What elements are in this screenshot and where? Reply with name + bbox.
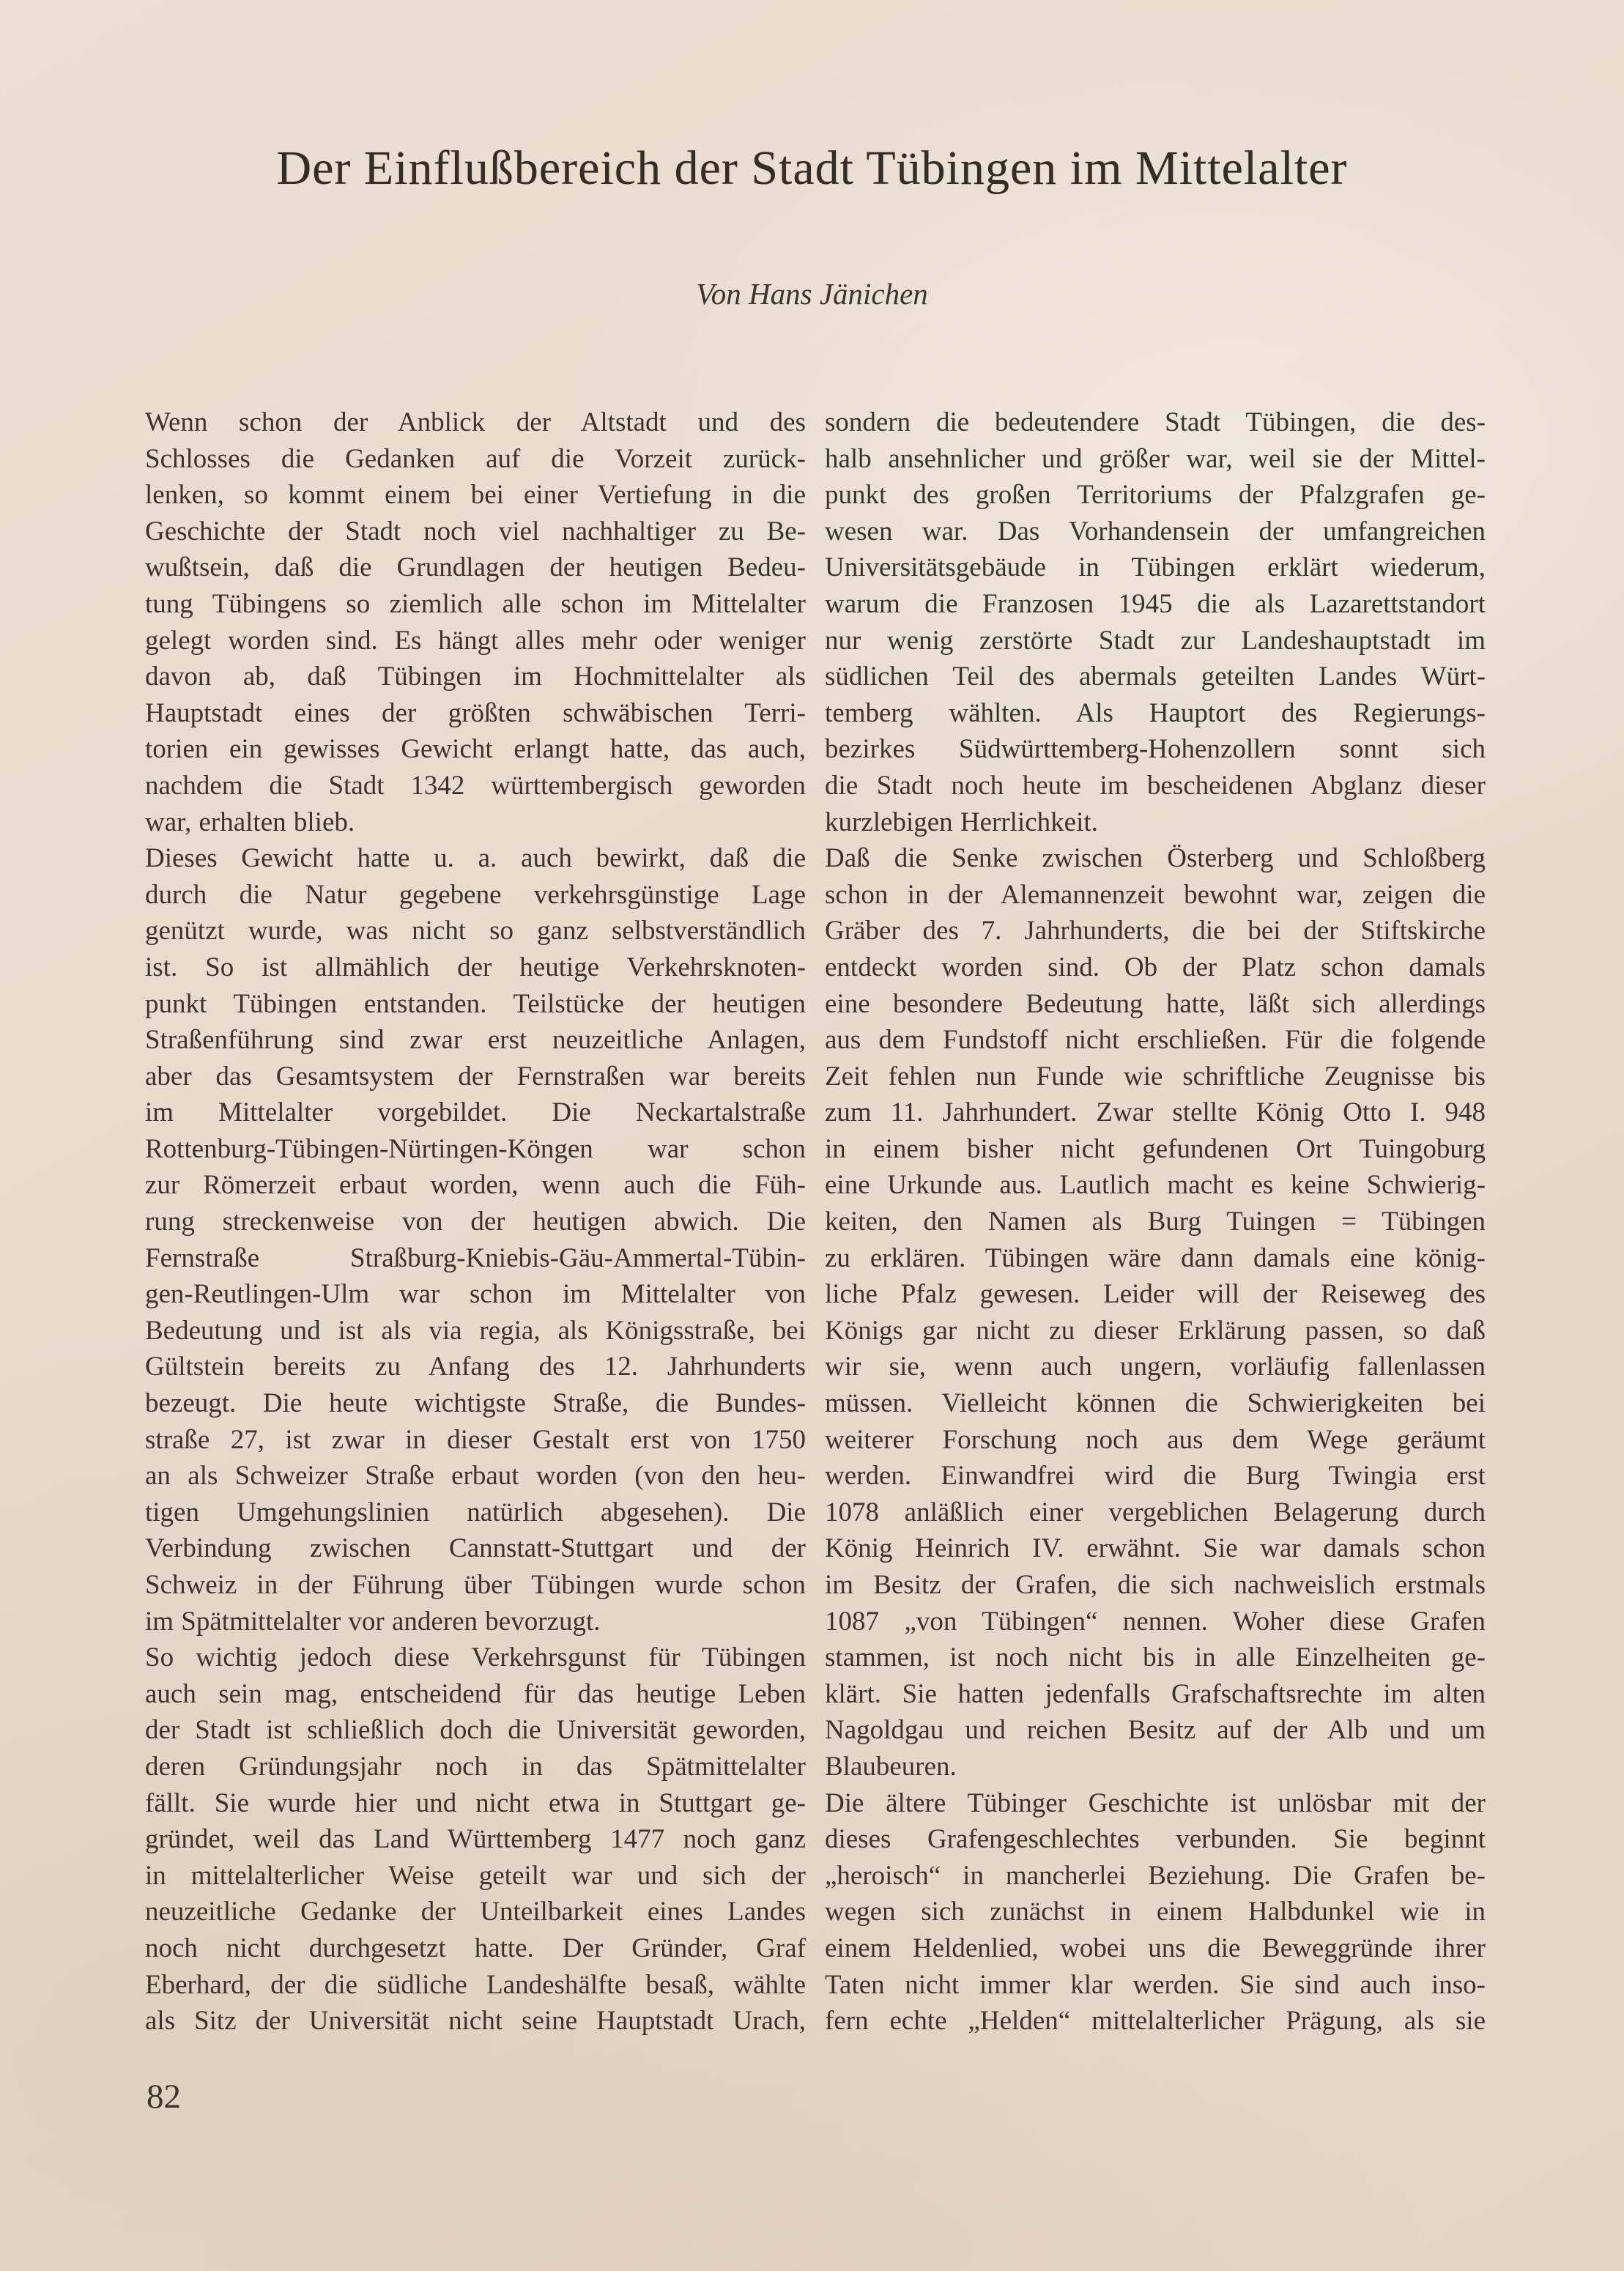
text-line: bezeugt. Die heute wichtigste Straße, die Bundes- [145, 1388, 806, 1419]
text-line: lenken, so kommt einem bei einer Vertiefung in die [145, 480, 806, 511]
text-line: als Sitz der Universität nicht seine Hauptstadt Urach, [145, 2006, 806, 2037]
text-line: schon in der Alemannenzeit bewohnt war, zeigen die [825, 879, 1486, 910]
text-line: kurzlebigen Herrlichkeit. [825, 807, 1098, 837]
text-line: Wenn schon der Anblick der Altstadt und des [145, 407, 806, 437]
text-line: zu erklären. Tübingen wäre dann damals eine könig- [825, 1242, 1486, 1273]
left-column [145, 404, 806, 2040]
text-line: temberg wählten. Als Hauptort des Regierungs- [825, 697, 1486, 728]
text-line: Rottenburg-Tübingen-Nürtingen-Köngen war schon [145, 1133, 806, 1164]
text-line: So wichtig jedoch diese Verkehrsgunst für Tübingen [145, 1642, 806, 1673]
text-line: zum 11. Jahrhundert. Zwar stellte König Otto I. 948 [825, 1097, 1486, 1128]
text-line: müssen. Vielleicht können die Schwierigkeiten bei [825, 1388, 1486, 1419]
text-line: 1078 anläßlich einer vergeblichen Belagerung durch [825, 1497, 1486, 1527]
text-line: war, erhalten blieb. [145, 807, 355, 837]
text-line: Straßenführung sind zwar erst neuzeitliche Anlagen, [145, 1025, 806, 1056]
text-line: Daß die Senke zwischen Österberg und Schloßberg [825, 843, 1486, 874]
text-line: davon ab, daß Tübingen im Hochmittelalter als [145, 662, 806, 692]
text-line: im Spätmittelalter vor anderen bevorzugt. [145, 1606, 601, 1637]
text-line: durch die Natur gegebene verkehrsgünstige Lage [145, 879, 806, 910]
text-line: ist. So ist allmählich der heutige Verkehrsknoten- [145, 952, 806, 982]
text-line: klärt. Sie hatten jedenfalls Grafschaftsrechte im alten [825, 1678, 1486, 1709]
text-line: rung streckenweise von der heutigen abwich. Die [145, 1207, 806, 1237]
text-line: torien ein gewisses Gewicht erlangt hatte, das auch, [145, 734, 806, 765]
article-title: Der Einflußbereich der Stadt Tübingen im Mittelalter [276, 141, 1348, 195]
text-line: Nagoldgau und reichen Besitz auf der Alb und um [825, 1715, 1486, 1746]
page-number: 82 [147, 2078, 181, 2116]
text-line: Blaubeuren. [825, 1751, 957, 1782]
text-line: gen-Reutlingen-Ulm war schon im Mittelalter von [145, 1279, 806, 1310]
text-line: nachdem die Stadt 1342 württembergisch geworden [145, 770, 806, 801]
text-line: Die ältere Tübinger Geschichte ist unlösbar mit der [825, 1787, 1486, 1818]
text-line: keiten, den Namen als Burg Tuingen = Tübingen [825, 1207, 1486, 1237]
text-line: warum die Franzosen 1945 die als Lazarettstandort [825, 588, 1486, 619]
text-line: fern echte „Helden“ mittelalterlicher Prägung, als sie [825, 2006, 1486, 2037]
text-line: gründet, weil das Land Württemberg 1477 noch ganz [145, 1824, 806, 1855]
text-line: Bedeutung und ist als via regia, als Königsstraße, bei [145, 1315, 806, 1346]
text-line: wesen war. Das Vorhandensein der umfangreichen [825, 516, 1486, 547]
text-line: eine Urkunde aus. Lautlich macht es keine Schwierig- [825, 1170, 1486, 1201]
text-line: in einem bisher nicht gefundenen Ort Tuingoburg [825, 1133, 1486, 1164]
text-line: nur wenig zerstörte Stadt zur Landeshauptstadt im [825, 625, 1486, 656]
text-line: halb ansehnlicher und größer war, weil sie der Mittel- [825, 443, 1486, 474]
text-line: aber das Gesamtsystem der Fernstraßen war bereits [145, 1061, 806, 1092]
text-line: Hauptstadt eines der größten schwäbischen Terri- [145, 697, 806, 728]
text-line: an als Schweizer Straße erbaut worden (von den heu- [145, 1461, 806, 1492]
text-line: noch nicht durchgesetzt hatte. Der Gründer, Graf [145, 1933, 806, 1963]
text-line: Schweiz in der Führung über Tübingen wurde schon [145, 1570, 806, 1600]
text-line: neuzeitliche Gedanke der Unteilbarkeit eines Landes [145, 1897, 806, 1927]
text-line: 1087 „von Tübingen“ nennen. Woher diese Grafen [825, 1606, 1486, 1637]
text-line: weiterer Forschung noch aus dem Wege geräumt [825, 1424, 1486, 1455]
text-line: entdeckt worden sind. Ob der Platz schon damals [825, 952, 1486, 982]
text-line: Dieses Gewicht hatte u. a. auch bewirkt, daß die [145, 843, 806, 874]
text-line: zur Römerzeit erbaut worden, wenn auch die Füh- [145, 1170, 806, 1201]
text-line: straße 27, ist zwar in dieser Gestalt erst von 1750 [145, 1424, 806, 1455]
right-column [825, 404, 1486, 2040]
two-column-text-block [145, 404, 1486, 2040]
text-line: werden. Einwandfrei wird die Burg Twingia erst [825, 1461, 1486, 1492]
text-line: Schlosses die Gedanken auf die Vorzeit zurück- [145, 443, 806, 474]
text-line: wußtsein, daß die Grundlagen der heutigen Bedeu- [145, 552, 806, 583]
text-line: einem Heldenlied, wobei uns die Beweggründe ihrer [825, 1933, 1486, 1963]
text-line: stammen, ist noch nicht bis in alle Einzelheiten ge- [825, 1642, 1486, 1673]
text-line: Verbindung zwischen Cannstatt-Stuttgart und der [145, 1533, 806, 1564]
text-line: Königs gar nicht zu dieser Erklärung passen, so daß [825, 1315, 1486, 1346]
text-line: gelegt worden sind. Es hängt alles mehr oder weniger [145, 625, 806, 656]
text-line: bezirkes Südwürttemberg-Hohenzollern sonnt sich [825, 734, 1486, 765]
text-line: auch sein mag, entscheidend für das heutige Leben [145, 1678, 806, 1709]
text-line: aus dem Fundstoff nicht erschließen. Für die folgende [825, 1025, 1486, 1056]
text-line: wegen sich zunächst in einem Halbdunkel wie in [825, 1897, 1486, 1927]
text-line: Fernstraße Straßburg-Kniebis-Gäu-Ammertal-Tübin- [145, 1242, 806, 1273]
text-line: genützt wurde, was nicht so ganz selbstverständlich [145, 916, 806, 946]
text-line: Taten nicht immer klar werden. Sie sind auch inso- [825, 1969, 1486, 2000]
text-line: Zeit fehlen nun Funde wie schriftliche Zeugnisse bis [825, 1061, 1486, 1092]
text-line: die Stadt noch heute im bescheidenen Abglanz dieser [825, 770, 1486, 801]
text-line: punkt des großen Territoriums der Pfalzgrafen ge- [825, 480, 1486, 511]
text-line: im Besitz der Grafen, die sich nachweislich erstmals [825, 1570, 1486, 1600]
text-line: eine besondere Bedeutung hatte, läßt sich allerdings [825, 988, 1486, 1019]
text-line: sondern die bedeutendere Stadt Tübingen, die des- [825, 407, 1486, 437]
text-line: wir sie, wenn auch ungern, vorläufig fallenlassen [825, 1352, 1486, 1382]
text-line: Geschichte der Stadt noch viel nachhaltiger zu Be- [145, 516, 806, 547]
text-line: südlichen Teil des abermals geteilten Landes Würt- [825, 662, 1486, 692]
text-line: liche Pfalz gewesen. Leider will der Reiseweg des [825, 1279, 1486, 1310]
text-line: dieses Grafengeschlechtes verbunden. Sie beginnt [825, 1824, 1486, 1855]
text-line: punkt Tübingen entstanden. Teilstücke der heutigen [145, 988, 806, 1019]
text-line: Eberhard, der die südliche Landeshälfte besaß, wählte [145, 1969, 806, 2000]
text-line: in mittelalterlicher Weise geteilt war und sich der [145, 1860, 806, 1891]
text-line: tung Tübingens so ziemlich alle schon im Mittelalter [145, 588, 806, 619]
text-line: König Heinrich IV. erwähnt. Sie war damals schon [825, 1533, 1486, 1564]
article-byline: Von Hans Jänichen [696, 277, 928, 311]
text-line: Gräber des 7. Jahrhunderts, die bei der Stiftskirche [825, 916, 1486, 946]
text-line: fällt. Sie wurde hier und nicht etwa in Stuttgart ge- [145, 1787, 806, 1818]
text-line: Universitätsgebäude in Tübingen erklärt wiederum, [825, 552, 1486, 583]
text-line: im Mittelalter vorgebildet. Die Neckartalstraße [145, 1097, 806, 1128]
text-line: Gültstein bereits zu Anfang des 12. Jahrhunderts [145, 1352, 806, 1382]
text-line: tigen Umgehungslinien natürlich abgesehen). Die [145, 1497, 806, 1527]
text-line: „heroisch“ in mancherlei Beziehung. Die Grafen be- [825, 1860, 1486, 1891]
text-line: der Stadt ist schließlich doch die Universität geworden, [145, 1715, 806, 1746]
text-line: deren Gründungsjahr noch in das Spätmittelalter [145, 1751, 806, 1782]
